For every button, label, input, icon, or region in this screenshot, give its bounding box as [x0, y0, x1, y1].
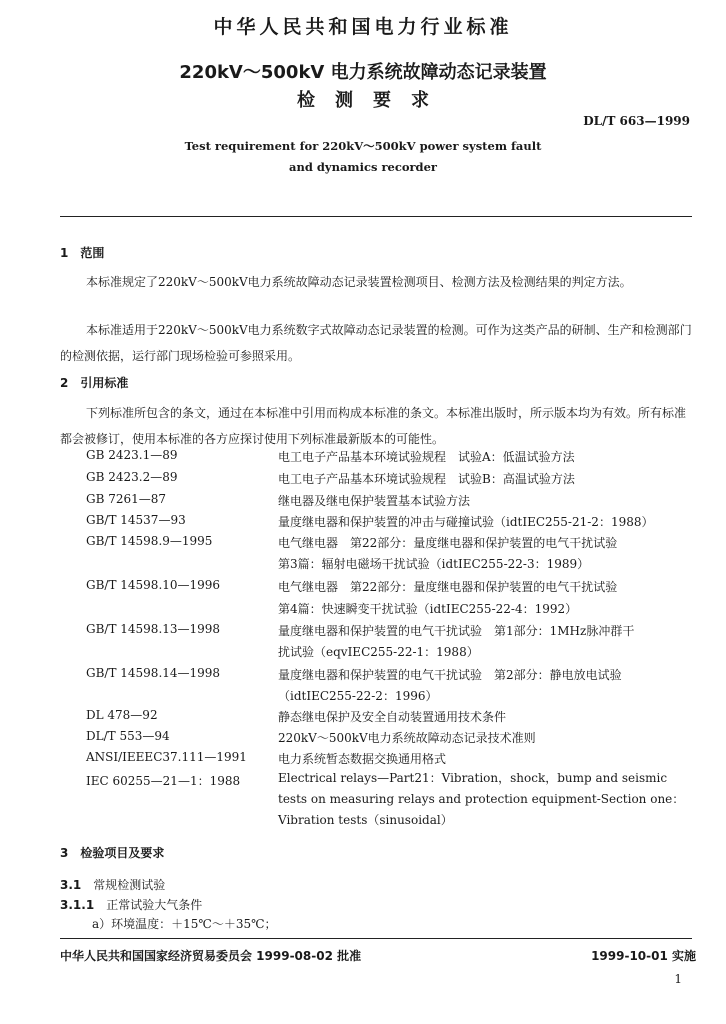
document-subtitle: 检测要求 — [297, 90, 449, 111]
document-number: DL/T 663—1999 — [583, 114, 690, 128]
ref-code: DL 478—92 — [86, 708, 158, 722]
ref-title: 220kV～500kV电力系统故障动态记录技术准则 — [278, 731, 536, 745]
standard-category-header: 中华人民共和国电力行业标准 — [213, 16, 513, 38]
ref-title: 量度继电器和保护装置的电气干扰试验 第2部分：静电放电试验 — [278, 668, 622, 682]
ref-code: GB/T 14598.13—1998 — [86, 622, 221, 636]
page-number: 1 — [674, 972, 682, 986]
ref-title: 静态继电保护及安全自动装置通用技术条件 — [278, 710, 507, 724]
ref-code: ANSI/IEEEC37.111—1991 — [86, 750, 247, 764]
ref-code: GB 7261—87 — [86, 492, 167, 506]
section-heading-references: 2 引用标准 — [60, 376, 129, 390]
ref-title-continued: 第3篇：辐射电磁场干扰试验（idtIEC255-22-3：1989） — [278, 557, 590, 571]
ref-code: GB/T 14598.9—1995 — [86, 534, 213, 548]
ref-code: GB 2423.2—89 — [86, 470, 178, 484]
header-divider — [60, 216, 692, 217]
ref-code: DL/T 553—94 — [86, 729, 170, 743]
ref-title: 量度继电器和保护装置的冲击与碰撞试验（idtIEC255-21-2：1988） — [278, 515, 654, 529]
ref-title: 电气继电器 第22部分：量度继电器和保护装置的电气干扰试验 — [278, 580, 618, 594]
ref-title-continued: 扰试验（eqvIEC255-22-1：1988） — [278, 645, 479, 659]
ref-title-continued: （idtIEC255-22-2：1996） — [278, 689, 438, 703]
section-heading-scope: 1 范围 — [60, 246, 105, 260]
footer-divider — [60, 938, 692, 939]
scope-paragraph-1 — [60, 269, 692, 295]
english-title-line1: Test requirement for 220kV～500kV power system fault — [184, 139, 542, 153]
subsection-3-1-1-number: 3.1.1 — [60, 898, 95, 912]
ref-title: 电力系统暂态数据交换通用格式 — [278, 752, 447, 766]
references-intro-text: 下列标准所包含的条文，通过在本标准中引用而构成本标准的条文。本标准出版时，所示版本均为有效。所有标准都会被修订，使用本标准的各方应探讨使用下列标准最新版本的可能性。 — [60, 406, 687, 446]
subsection-3-1-1-label: 正常试验大气条件 — [106, 898, 203, 912]
ref-code: GB/T 14537—93 — [86, 513, 186, 527]
ref-title: 继电器及继电保护装置基本试验方法 — [278, 494, 471, 508]
ref-title: Electrical relays—Part21：Vibration，shock，bump and seismic tests on measuring relays and protection equipment-Section one：Vibration tests（sinusoidal） — [278, 771, 685, 827]
references-intro — [60, 400, 692, 452]
ref-code: GB/T 14598.14—1998 — [86, 666, 221, 680]
approval-statement: 中华人民共和国国家经济贸易委员会 1999-08-02 批准 — [60, 949, 362, 963]
ref-title: 量度继电器和保护装置的电气干扰试验 第1部分：1MHz脉冲群干 — [278, 624, 635, 638]
english-title-line2: and dynamics recorder — [289, 160, 437, 174]
ref-code: GB/T 14598.10—1996 — [86, 578, 221, 592]
subsection-3-1-label: 常规检测试验 — [93, 878, 166, 892]
subsection-3-1-number: 3.1 — [60, 878, 82, 892]
ref-title-continued: 第4篇：快速瞬变干扰试验（idtIEC255-22-4：1992） — [278, 602, 578, 616]
ref-title: 电工电子产品基本环境试验规程 试验B：高温试验方法 — [278, 472, 575, 486]
ref-code: IEC 60255—21—1：1988 — [86, 774, 241, 788]
subsection-3-1-1 — [60, 896, 202, 913]
scope-paragraph-1-text: 本标准规定了220kV～500kV电力系统故障动态记录装置检测项目、检测方法及检测结果的判定方法。 — [86, 275, 632, 289]
document-title: 220kV～500kV 电力系统故障动态记录装置 — [179, 62, 547, 83]
scope-paragraph-2-text: 本标准适用于220kV～500kV电力系统数字式故障动态记录装置的检测。可作为这类产品的研制、生产和检测部门的检测依据，运行部门现场检验可参照采用。 — [60, 323, 692, 363]
ref-title: 电气继电器 第22部分：量度继电器和保护装置的电气干扰试验 — [278, 536, 618, 550]
subsection-3-1 — [60, 876, 165, 893]
list-item-temperature: a）环境温度：＋15℃～＋35℃； — [92, 917, 277, 931]
effective-date: 1999-10-01 实施 — [591, 949, 696, 963]
section-heading-inspection: 3 检验项目及要求 — [60, 846, 165, 860]
ref-code: GB 2423.1—89 — [86, 448, 178, 462]
scope-paragraph-2 — [60, 317, 692, 369]
ref-title: 电工电子产品基本环境试验规程 试验A：低温试验方法 — [278, 450, 575, 464]
